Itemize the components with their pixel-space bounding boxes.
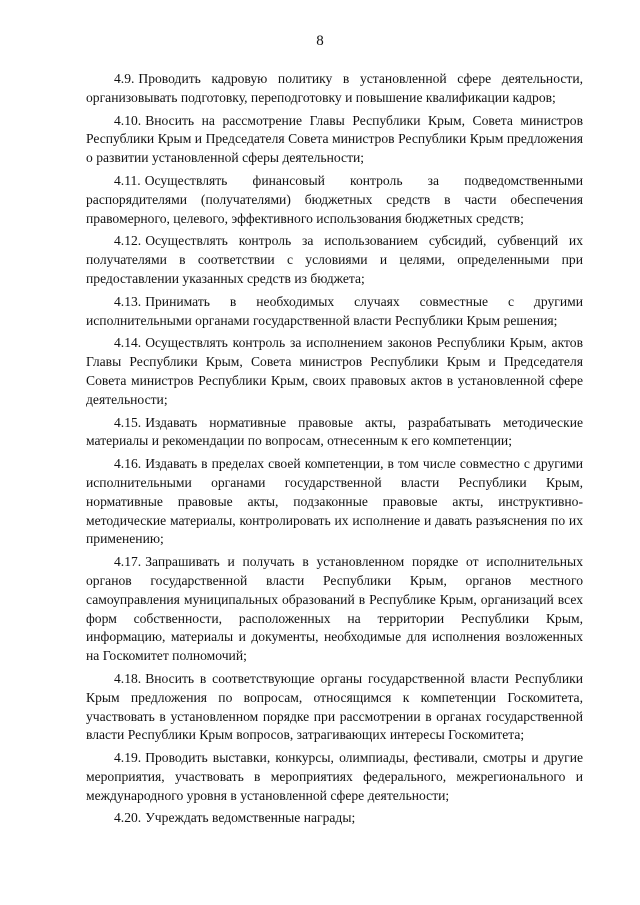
- paragraph-4-16: [86, 455, 583, 549]
- paragraph-text: Осуществлять контроль за исполнением законов Республики Крым, актов Главы Республики Крым, Совета министров Республики Крым и Председателя Совета министров Республики Крым, своих правовых актов в установленной сфере деятельности;: [86, 335, 583, 407]
- paragraph-text: Вносить в соответствующие органы государственной власти Республики Крым предложения по вопросам, относящимся к компетенции Госкомитета, участвовать в установленном порядке при рассмотрении в органах государственной власти Республики Крым вопросов, затрагивающих интересы Госкомитета;: [86, 670, 583, 743]
- paragraph-number: 4.17.: [114, 554, 142, 570]
- paragraph-number: 4.13.: [114, 293, 142, 309]
- paragraph-text: Проводить кадровую политику в установленной сфере деятельности, организовывать подготовку, переподготовку и повышение квалификации кадров;: [86, 71, 583, 105]
- paragraph-text: Запрашивать и получать в установленном порядке от исполнительных органов государственной власти Республики Крым, органов местного самоуправления муниципальных образований в Республике Крым, организаций всех форм собственности, расположенных на территории Республики Крым, информацию, материалы и документы, необходимые для исполнения возложенных на Госкомитет полномочий;: [86, 554, 583, 664]
- paragraph-text: Осуществлять финансовый контроль за подведомственными распорядителями (получателями) бюджетных средств в части обеспечения правомерного, целевого, эффективного использования бюджетных средств;: [86, 172, 583, 226]
- paragraph-number: 4.10.: [114, 112, 142, 128]
- paragraph-4-20: [86, 809, 583, 828]
- paragraph-number: 4.20.: [114, 810, 142, 826]
- paragraph-text: Учреждать ведомственные награды;: [145, 810, 356, 826]
- paragraph-text: Издавать нормативные правовые акты, разрабатывать методические материалы и рекомендации по вопросам, отнесенным к его компетенции;: [86, 414, 583, 449]
- paragraph-4-11: [86, 172, 583, 228]
- paragraph-text: Издавать в пределах своей компетенции, в том числе совместно с другими исполнительными органами государственной власти Республики Крым, нормативные правовые акты, подзаконные правовые акты, инструктивно-методические материалы, контролировать их исполнение и давать разъяснения по их применению;: [86, 456, 583, 547]
- paragraph-4-18: [86, 670, 583, 745]
- paragraph-4-17: [86, 553, 583, 666]
- paragraph-text: Осуществлять контроль за использованием субсидий, субвенций их получателями в соответствии с условиями и целями, определенными при предоставлении указанных средств из бюджета;: [86, 233, 583, 286]
- paragraph-4-19: [86, 749, 583, 805]
- paragraph-text: Принимать в необходимых случаях совместные с другими исполнительными органами государственной власти Республики Крым решения;: [86, 293, 583, 328]
- paragraph-number: 4.18.: [114, 670, 142, 686]
- paragraph-number: 4.12.: [114, 233, 142, 249]
- paragraph-number: 4.14.: [114, 335, 142, 351]
- paragraph-4-13: [86, 293, 583, 331]
- paragraph-number: 4.15.: [114, 414, 142, 430]
- paragraph-4-15: [86, 414, 583, 452]
- paragraph-number: 4.16.: [114, 456, 142, 472]
- paragraph-4-14: [86, 334, 583, 409]
- paragraph-number: 4.11.: [114, 172, 141, 188]
- paragraph-4-10: [86, 112, 583, 168]
- paragraph-4-9: [86, 70, 583, 108]
- paragraph-text: Вносить на рассмотрение Главы Республики Крым, Совета министров Республики Крым и Председателя Совета министров Республики Крым предложения о развитии установленной сферы деятельности;: [86, 112, 583, 166]
- paragraph-number: 4.9.: [114, 71, 135, 86]
- paragraph-number: 4.19.: [114, 750, 142, 766]
- paragraph-4-12: [86, 232, 583, 288]
- page-number: 8: [316, 33, 324, 49]
- document-body: [86, 70, 583, 832]
- paragraph-text: Проводить выставки, конкурсы, олимпиады, фестивали, смотры и другие мероприятия, участвовать в мероприятиях федерального, межрегионального и международного уровня в установленной сфере деятельности;: [86, 750, 583, 803]
